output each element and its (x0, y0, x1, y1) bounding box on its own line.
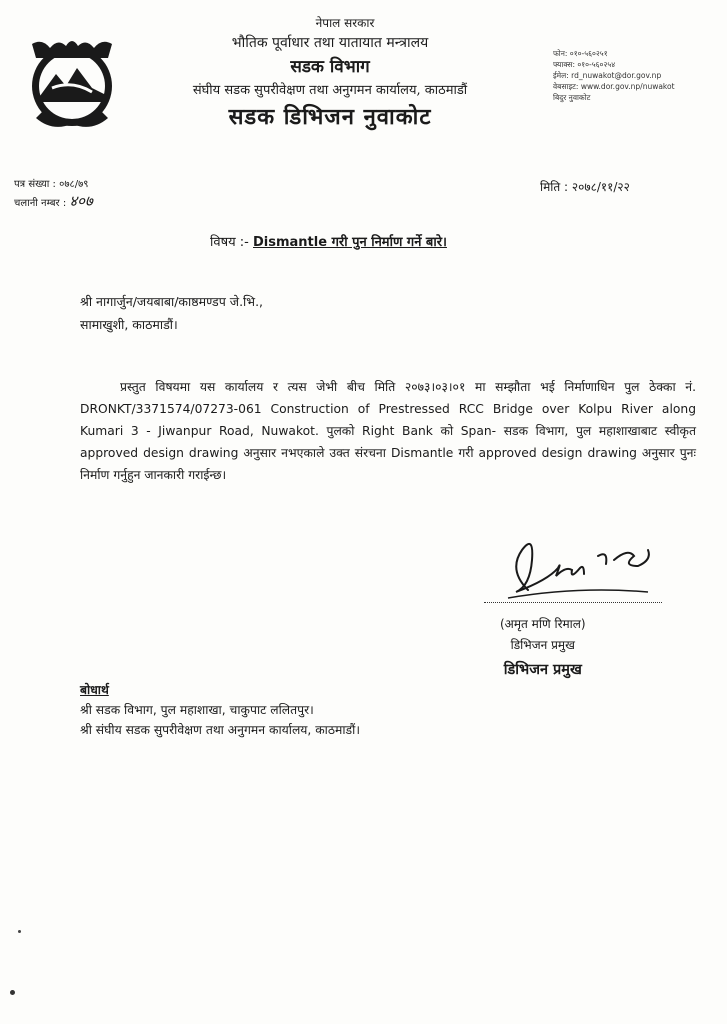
addressee-block (80, 290, 263, 336)
dispatch-number: ४०७ (69, 192, 93, 210)
nepal-emblem-icon (22, 36, 122, 132)
contact-email: ईमेल: rd_nuwakot@dor.gov.np (553, 71, 662, 80)
signatory-stamp: डिभिजन प्रमुख (503, 662, 582, 678)
subject-text: Dismantle गरी पुन निर्माण गर्ने बारे। (253, 235, 447, 250)
signature-icon (488, 520, 668, 610)
letterhead (130, 14, 530, 131)
office-label: संघीय सडक सुपरीवेक्षण तथा अनुगमन कार्यालय, काठमाडौं (192, 83, 468, 98)
division-label: सडक डिभिजन नुवाकोट (228, 104, 432, 130)
letter-body (80, 376, 696, 486)
letter-number: ०७८/७९ (59, 179, 89, 190)
contact-website: वेबसाइट: www.dor.gov.np/nuwakot (553, 82, 675, 91)
signatory-title: डिभिजन प्रमुख (510, 638, 575, 652)
signatory-block (500, 614, 586, 681)
punch-hole (10, 990, 15, 995)
signature-line (484, 602, 662, 603)
body-text: प्रस्तुत विषयमा यस कार्यालय र त्यस जेभी बीच मिति २०७३।०३।०१ मा सम्झौता भई निर्माणाधिन पुल ठेक्का नं. DRONKT/3371574/07273-061 Construction of Prestressed RCC Bridge over Kolpu River along Kumari 3 - Jiwanpur Road, Nuwakot. पुलको Right Bank को Span- सडक विभाग, पुल महाशाखाबाट स्वीकृत approved design drawing अनुसार नभएकाले उक्त संरचना Dismantle गरी approved design drawing अनुसार पुनः निर्माण गर्नुहुन जानकारी गराईन्छ। (80, 380, 696, 482)
contact-block (553, 48, 721, 103)
addressee-address: सामाखुशी, काठमाडौं। (80, 317, 178, 332)
letter-date: मिति : २०७८/११/२२ (540, 180, 630, 194)
cc-line-2: श्री संघीय सडक सुपरीवेक्षण तथा अनुगमन कार्यालय, काठमाडौं। (80, 723, 360, 737)
contact-location: बिदुर नुवाकोट (553, 93, 591, 102)
dispatch-number-label: चलानी नम्बर : (14, 198, 67, 209)
contact-phone: फोन: ०१०-५६०२५१ (553, 49, 608, 58)
signatory-name: (अमृत मणि रिमाल) (500, 617, 586, 631)
subject-label: विषय :- (210, 235, 249, 250)
addressee-name: श्री नागार्जुन/जयबाबा/काष्ठमण्डप जे.भि., (80, 294, 264, 309)
cc-block (80, 680, 360, 740)
letter-number-label: पत्र संख्या : (14, 179, 56, 190)
subject-line (210, 232, 447, 250)
reference-block (14, 176, 93, 212)
department-label: सडक विभाग (290, 57, 370, 77)
contact-fax: फ्याक्स: ०१०-५६०२५४ (553, 60, 616, 69)
cc-line-1: श्री सडक विभाग, पुल महाशाखा, चाकुपाट ललितपुर। (80, 703, 314, 717)
cc-label: बोधार्थ (80, 683, 109, 697)
ministry-label: भौतिक पूर्वाधार तथा यातायात मन्त्रालय (231, 35, 429, 51)
government-label: नेपाल सरकार (315, 16, 375, 30)
paper-mark (18, 930, 21, 933)
